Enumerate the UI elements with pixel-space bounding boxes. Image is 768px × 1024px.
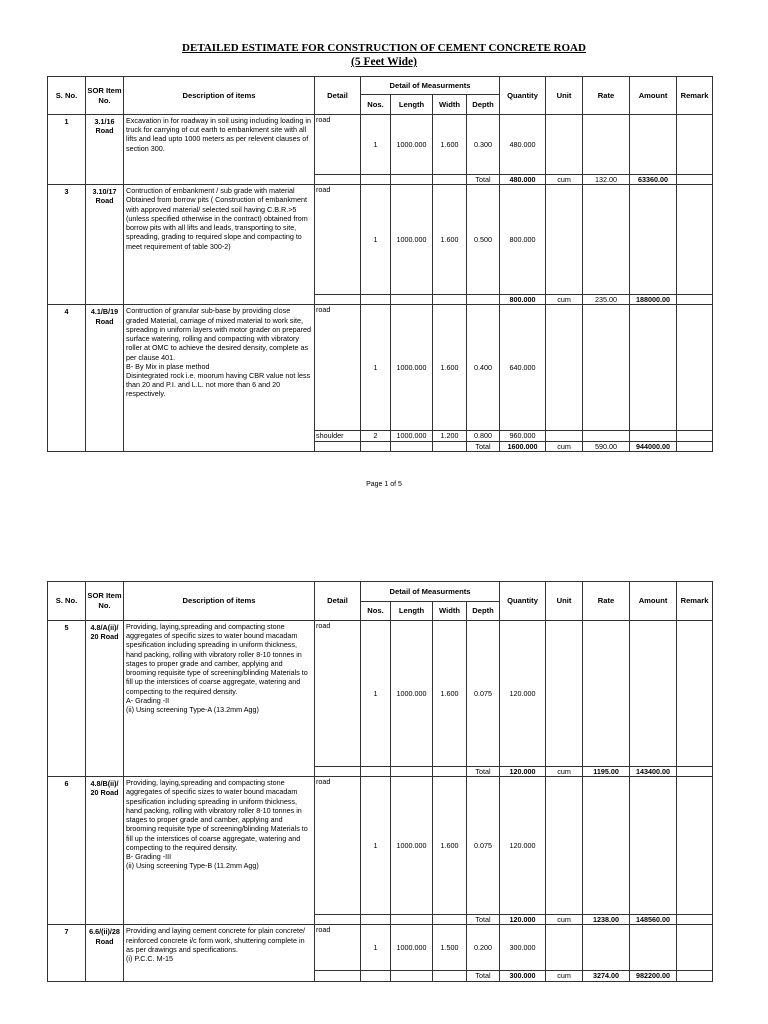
nos-cell: 2 [361,431,391,441]
description-cell: Contruction of granular sub-base by providing close graded Material, carriage of mixed material to work site, spreading in uniform layers with motor grader on prepared surface watering, rolling and compacting with vibratory roller at OMC to achieve the desired density, complete as per clause 401. B- By Mix in plase method Disintegrated rock i.e. moorum having CBR value not less than 20 and P.I. and L.L. not more than 6 and 20 respectively. [124,305,315,451]
sor-cell: 4.1/B/19 Road [86,305,124,451]
rate-cell: 132.00 [583,175,630,185]
description-cell: Providing, laying,spreading and compacting stone aggregates of specific sizes to water bound macadam spesification including spreading in uniform thickness, hand packing, rolling with vibratory roller 8-10 tonnes in stages to proper grade and camber, applying and brooming requisite type of screening/blinding Materials to fill up the interstices of coarse aggregate, watering and compecting to the required density. B- Grading -III (ii) Using screening Type-B (11.2mm Agg) [124,777,315,925]
unit-cell: cum [546,441,583,451]
header-amount: Amount [630,582,677,621]
total-quantity: 1600.000 [500,441,546,451]
description-cell: Providing, laying,spreading and compacting stone aggregates of specific sizes to water bound macadam spesification including spreading in uniform thickness, hand packing, rolling with vibratory roller 8-10 tonnes in stages to proper grade and camber, applying and brooming requisite type of screening/blinding Materials to fill up the interstices of coarse aggregate, watering and compecting to the required density. A- Grading -II (ii) Using screening Type-A (13.2mm Agg) [124,621,315,777]
sor-cell: 6.6/(ii)/28 Road [86,925,124,981]
length-cell: 1000.000 [391,185,433,295]
amount-cell: 148560.00 [630,915,677,925]
header-nos: Nos. [361,95,391,115]
nos-cell: 1 [361,621,391,767]
nos-cell: 1 [361,305,391,431]
header-length: Length [391,95,433,115]
sno-cell: 3 [48,185,86,305]
total-quantity: 480.000 [500,175,546,185]
amount-cell: 944000.00 [630,441,677,451]
nos-cell: 1 [361,777,391,915]
depth-cell: 0.200 [467,925,500,971]
length-cell: 1000.000 [391,115,433,175]
header-nos: Nos. [361,602,391,621]
quantity-cell: 960.000 [500,431,546,441]
header-unit: Unit [546,77,583,115]
total-quantity: 300.000 [500,971,546,981]
rate-cell: 3274.00 [583,971,630,981]
depth-cell: 0.500 [467,185,500,295]
total-quantity: 800.000 [500,295,546,305]
sno-cell: 7 [48,925,86,981]
header-width: Width [433,602,467,621]
quantity-cell: 300.000 [500,925,546,971]
table-row [48,925,713,971]
unit-cell: cum [546,915,583,925]
header-length: Length [391,602,433,621]
width-cell: 1.600 [433,185,467,295]
sor-cell: 3.1/16 Road [86,115,124,185]
sno-cell: 1 [48,115,86,185]
rate-cell: 590.00 [583,441,630,451]
header-detail: Detail [315,582,361,621]
header-quantity: Quantity [500,77,546,115]
detail-cell: road [315,621,361,767]
header-detail: Detail [315,77,361,115]
amount-cell: 63360.00 [630,175,677,185]
header-measurements: Detail of Measurments [361,582,500,602]
quantity-cell: 120.000 [500,621,546,767]
page-footer: Page 1 of 5 [366,481,402,488]
width-cell: 1.500 [433,925,467,971]
header-measurements: Detail of Measurments [361,77,500,95]
header-sno: S. No. [48,582,86,621]
width-cell: 1.600 [433,305,467,431]
sno-cell: 6 [48,777,86,925]
quantity-cell: 800.000 [500,185,546,295]
total-label: Total [467,915,500,925]
unit-cell: cum [546,767,583,777]
total-label: Total [467,175,500,185]
header-unit: Unit [546,582,583,621]
depth-cell: 0.075 [467,621,500,767]
amount-cell: 143400.00 [630,767,677,777]
table-row [48,115,713,175]
sor-cell: 3.10/17 Road [86,185,124,305]
detail-cell: road [315,115,361,175]
table-row [48,621,713,767]
depth-cell: 0.400 [467,305,500,431]
length-cell: 1000.000 [391,431,433,441]
header-quantity: Quantity [500,582,546,621]
header-sor: SOR Item No. [86,582,124,621]
header-width: Width [433,95,467,115]
quantity-cell: 120.000 [500,777,546,915]
sno-cell: 5 [48,621,86,777]
sno-cell: 4 [48,305,86,451]
table-row [48,777,713,915]
header-remark: Remark [677,582,713,621]
nos-cell: 1 [361,115,391,175]
total-label: Total [467,971,500,981]
amount-cell: 982200.00 [630,971,677,981]
length-cell: 1000.000 [391,305,433,431]
total-quantity: 120.000 [500,767,546,777]
detail-cell: road [315,305,361,431]
header-description: Description of items [124,77,315,115]
amount-cell: 188000.00 [630,295,677,305]
description-cell: Excavation in for roadway in soil using including loading in truck for carrying of cut earth to embankment site with all lifts and lead upto 1000 meters as per relevent clauses of section 300. [124,115,315,185]
total-label: Total [467,767,500,777]
rate-cell: 235.00 [583,295,630,305]
header-rate: Rate [583,77,630,115]
depth-cell: 0.800 [467,431,500,441]
header-amount: Amount [630,77,677,115]
header-sno: S. No. [48,77,86,115]
rate-cell: 1195.00 [583,767,630,777]
header-rate: Rate [583,582,630,621]
estimate-table-page-2 [47,581,713,982]
width-cell: 1.600 [433,777,467,915]
width-cell: 1.200 [433,431,467,441]
table-row [48,305,713,431]
unit-cell: cum [546,175,583,185]
detail-cell: road [315,777,361,915]
length-cell: 1000.000 [391,621,433,767]
estimate-table-page-1 [47,76,713,452]
depth-cell: 0.075 [467,777,500,915]
document-title: DETAILED ESTIMATE FOR CONSTRUCTION OF CEMENT CONCRETE ROAD [182,42,586,54]
detail-cell: road [315,185,361,295]
total-label: Total [467,441,500,451]
detail-cell: road [315,925,361,971]
description-cell: Contruction of embankment / sub grade with material Obtained from borrow pits ( Construction of embankment with approved material/ selected soil having C.B.R.>5 (unless specified otherwise in the contract) obtained from borrow pits with all lifts and leads, transporting to site, spreading, grading to required slope and compacting to meet requirement of table 300-2) [124,185,315,305]
document-subtitle: (5 Feet Wide) [350,56,417,68]
depth-cell: 0.300 [467,115,500,175]
unit-cell: cum [546,971,583,981]
width-cell: 1.600 [433,115,467,175]
rate-cell: 1238.00 [583,915,630,925]
header-remark: Remark [677,77,713,115]
sor-cell: 4.8/A(ii)/ 20 Road [86,621,124,777]
detail-cell: shoulder [315,431,361,441]
header-depth: Depth [467,95,500,115]
length-cell: 1000.000 [391,925,433,971]
total-quantity: 120.000 [500,915,546,925]
width-cell: 1.600 [433,621,467,767]
nos-cell: 1 [361,185,391,295]
nos-cell: 1 [361,925,391,971]
header-description: Description of items [124,582,315,621]
quantity-cell: 480.000 [500,115,546,175]
total-label [467,295,500,305]
sor-cell: 4.8/B(ii)/ 20 Road [86,777,124,925]
table-row [48,185,713,295]
length-cell: 1000.000 [391,777,433,915]
quantity-cell: 640.000 [500,305,546,431]
header-sor: SOR Item No. [86,77,124,115]
header-depth: Depth [467,602,500,621]
description-cell: Providing and laying cement concrete for plain concrete/ reinforced concrete i/c form work, shuttering complete in as per drawings and specifications. (i) P.C.C. M-15 [124,925,315,981]
unit-cell: cum [546,295,583,305]
